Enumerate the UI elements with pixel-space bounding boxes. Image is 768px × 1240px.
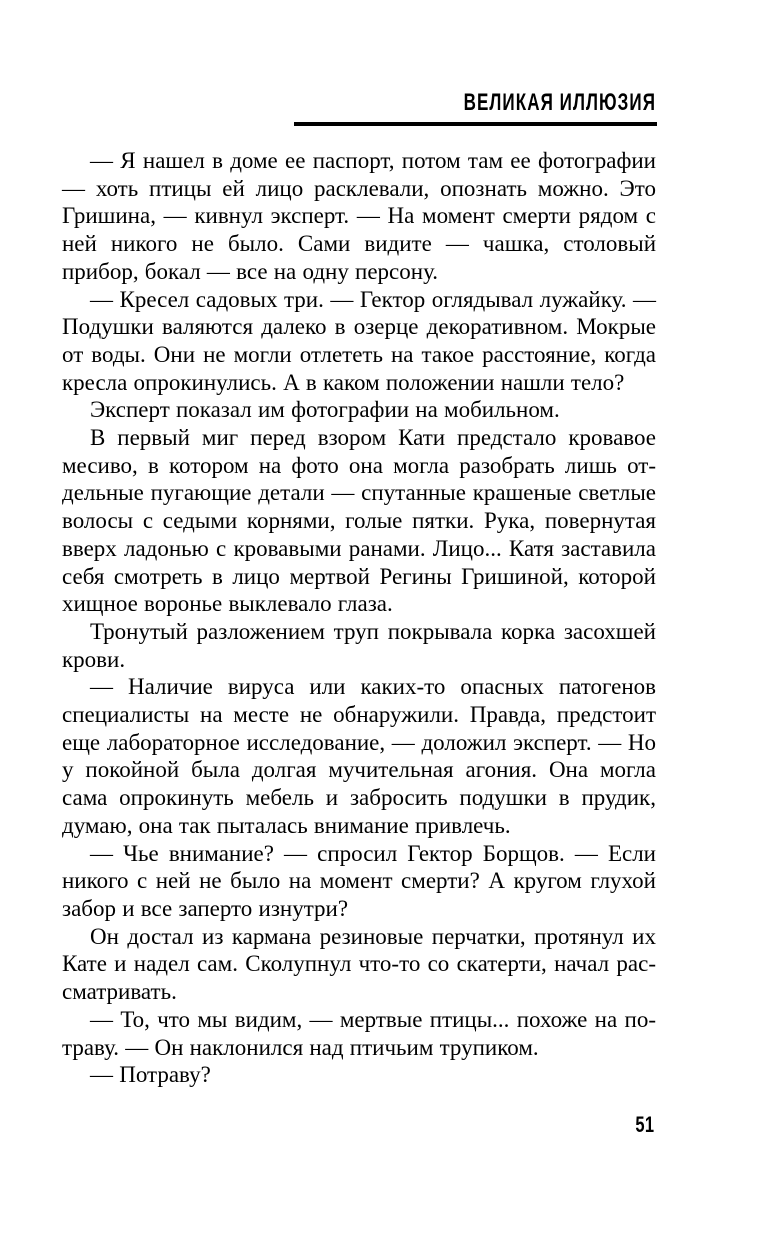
page-number: 51 — [634, 1112, 654, 1137]
paragraph: Эксперт показал им фотографии на мобильном. — [90, 397, 560, 423]
paragraph: Он достал из кармана резиновые перчатки, протянул их Кате и надел сам. Сколупнул что-то со скатерти, начал рассматривать. — [62, 923, 656, 1005]
paragraph: — Наличие вируса или каких-то опасных патогенов специалисты на месте не обнаружили. Правда, предстоит еще лабораторное исследование, — доложил эксперт. — Но у покойной была долгая мучительная агония. Она могла сама опрокинуть мебель и забросить подушки в прудик, думаю, она так пыталась внимание привлечь. — [62, 674, 656, 838]
page-body — [62, 147, 656, 1089]
running-title: ВЕЛИКАЯ ИЛЛЮЗИЯ — [463, 89, 656, 116]
paragraph: — Потраву? — [90, 1062, 211, 1088]
paragraph: — Я нашел в доме ее паспорт, потом там ее фотографии — хоть птицы ей лицо расклевали, опознать можно. Это Гришина, — кивнул эксперт. — На момент смерти рядом с ней никого не было. Сами видите — чашка, столовый прибор, бокал — все на одну персону. — [62, 148, 656, 284]
paragraph: Тронутый разложением труп покрывала корка засохшей крови. — [62, 618, 656, 672]
paragraph: — Кресел садовых три. — Гектор оглядывал лужайку. — Подушки валяются далеко в озерце декоративном. Мокрые от воды. Они не могли отлететь на такое расстояние, когда кресла опрокинулись. А в каком положении нашли тело? — [62, 286, 656, 395]
paragraph: В первый миг перед взором Кати предстало кровавое месиво, в котором на фото она могла разобрать лишь отдельные пугающие детали — спутанные крашеные светлые волосы с седыми корнями, голые пятки. Рука, повернутая вверх ладонью с кровавыми ранами. Лицо... Катя заставила себя смотреть в лицо мертвой Регины Гришиной, которой хищное воронье выклевало глаза. — [62, 425, 656, 617]
header-rule — [294, 122, 657, 126]
paragraph: — Чье внимание? — спросил Гектор Борщов. — Если никого с ней не было на момент смерти? А кругом глухой забор и все заперто изнутри? — [62, 840, 656, 921]
paragraph: — То, что мы видим, — мертвые птицы... похоже на потраву. — Он наклонился над птичьим трупиком. — [62, 1006, 656, 1060]
